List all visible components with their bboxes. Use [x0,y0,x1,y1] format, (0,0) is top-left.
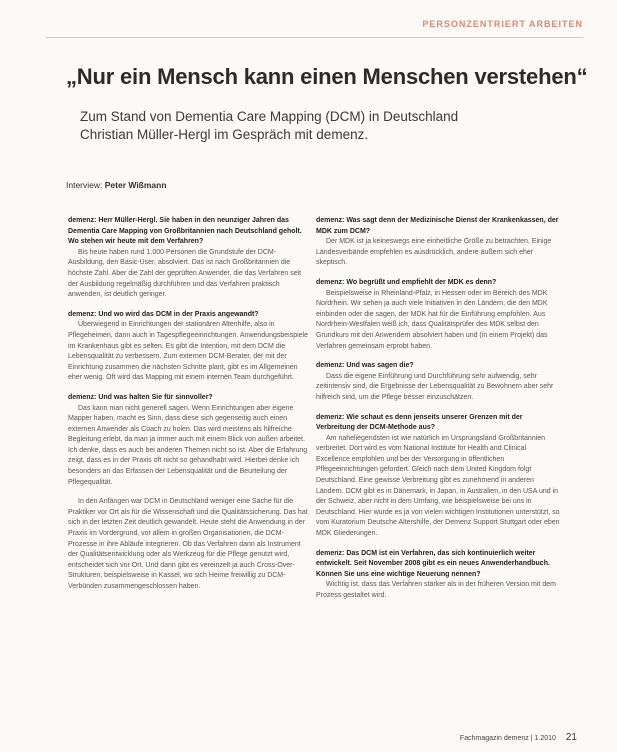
question: demenz: Was sagt denn der Medizinische Dienst der Krankenkassen, der MDK zum DCM? [316,217,559,235]
answer: Überwiegend in Einrichtungen der stationären Altenhilfe, also in Pflegeheimen, dann auch in Tagespflegeeinrichtungen. Anwendungsbeispiele im Krankenhaus gibt es selten. Es gibt die Intention, mit dem DCM die Lebensqualität zu verbessern. Zum externen DCM-Berater, der mit der Einrichtung zusammen die nächsten Schritte plant, gibt es im Allgemeinen eher wenig. Oft wird das Mapping mit einem internen Team durchgeführt. [68,321,308,382]
answer: Wichtig ist, dass das Verfahren stärker als in der früheren Version mit dem Prozess gestaltet wird. [316,581,556,599]
question: demenz: Herr Müller-Hergl. Sie haben in den neunziger Jahren das Dementia Care Mapping von Großbritannien nach Deutschland geholt. Wo stehen wir heute mit dem Verfahren? [68,217,302,246]
right-column [316,216,560,611]
answer: Am naheliegendsten ist wie natürlich im Ursprungsland Großbritannien verbreitet. Dort wird es vom National Institute for Health and Clinical Excellence empfohlen und bei der Versorgung in öffentlichen Pflegeeinrichtungen gefordert. Gleich nach dem United Kingdom folgt Deutschland. Eine gewisse Verbreitung gibt es zunehmend in anderen Ländern. DCM gibt es in Dänemark, in Japan, in Australien, in den USA und in der Schweiz, aber nicht in dem Umfang, wie beispielsweise bei uns in Deutschland. Hier wurde es ja von vielen wichtigen Institutionen unterstützt, so vom Kuratorium Deutsche Altershilfe, der Demenz Support Stuttgart oder eben MDK Gliederungen. [316,434,560,538]
answer: Das kann man nicht generell sagen. Wenn Einrichtungen aber eigene Mapper haben, macht es Sinn, dass diese sich gegenseitig auch einen externen Anwender als Coach zu holen. Das wird meistens als hilfreiche Begleitung erlebt, da man ja immer auch mit einem Blick von außen arbeitet. Ich denke, dass es auch bei anderen Themen nicht so ist. Aber die Erfahrung zeigt, dass es in der Praxis oft nicht so gehandhabt wird. Hierbei denke ich besonders an das Erfassen der Lebensqualität und die Beurteilung der Pflegequalität. [68,404,308,486]
answer: Bis heute haben rund 1.000 Personen die Grundstufe der DCM-Ausbildung, den Basic-User, absolviert. Das ist nach Großbritannien die höchste Zahl. Aber die Zahl der geprüften Anwender, die das Verfahren seit der Ausbildung regelmäßig durchführen und das Verfahren praktisch anwenden, ist deutlich geringer. [68,248,302,299]
question: demenz: Und wo wird das DCM in der Praxis angewandt? [68,310,259,318]
article-subtitle-line1: Zum Stand von Dementia Care Mapping (DCM) in Deutschland [80,109,459,124]
interviewer-credit [66,180,167,190]
interviewer-name: Peter Wißmann [104,180,167,190]
answer: Der MDK ist ja keineswegs eine einheitliche Größe zu betrachten. Einige Landesverbände empfehlen es ausdrücklich, andere äußern sich eher skeptisch. [316,238,552,267]
journal-name: Fachmagazin demenz | 1.2010 [459,735,556,742]
answer: Beispielsweise in Rheinland-Pfalz, in Hessen oder im Bereich des MDK Nordrhein. Wir sehen ja auch viele Initiativen in den Ländern, die den MDK einbinden oder die sagen, der MDK hat für die Einführung empfohlen. Aus Nordrhein-Westfalen weiß ich, dass Qualitätsprüfer des MDK selbst den Grundkurs mit den Anwendern absolviert haben und (in einem Projekt) das Verfahren gemeinsam erprobt haben. [316,289,548,350]
answer: Dass die eigene Einführung und Durchführung sehr aufwendig, sehr zeitintensiv sind, die Ergebnisse der Lebensqualität zu Bewohnern aber sehr hilfreich sind, um die Pflege besser einzuschätzen. [316,372,554,401]
question: demenz: Und was sagen die? [316,362,414,370]
section-label: PERSONZENTRIERT ARBEITEN [422,19,583,29]
article-subtitle-line2: Christian Müller-Hergl im Gespräch mit demenz. [80,127,369,142]
interviewer-label: Interview: [66,180,103,190]
question: demenz: Das DCM ist ein Verfahren, das sich kontinuierlich weiter entwickelt. Seit November 2008 gibt es ein neues Anwenderhandbuch. Können Sie uns eine wichtige Neuerung nennen? [316,549,550,578]
question: demenz: Und was halten Sie für sinnvoller? [68,393,213,401]
left-column [68,216,312,602]
question: demenz: Wo begrüßt und empfiehlt der MDK es denn? [316,278,497,286]
answer: In den Anfängen war DCM in Deutschland weniger eine Sache für die Praktiker vor Ort als für die Wissenschaft und die Qualitätssicherung. Das hat sich in der letzten Zeit deutlich gewandelt. Heute steht die Anwendung in der Praxis im Vordergrund, vor allem in großen Organisationen, die DCM-Prozesse in ihre Abläufe integrieren. Ob das Verfahren dann als Instrument der Qualitätsentwicklung oder als Werkzeug für die Pflege genutzt wird, entscheidet sich vor Ort. Und dann gibt es vereinzelt ja auch Cross-Over-Strukturen, beispielsweise in Kassel, wo sich Heime freiwillig zu DCM-Verbünden zusammengeschlossen haben. [68,498,308,590]
page-number: 21 [565,732,577,743]
header-divider [46,37,583,38]
question: demenz: Wie schaut es denn jenseits unserer Grenzen mit der Verbreitung der DCM-Methode aus? [316,413,523,432]
page-footer [460,732,577,743]
article-headline: „Nur ein Mensch kann einen Menschen verstehen“ [66,64,588,89]
